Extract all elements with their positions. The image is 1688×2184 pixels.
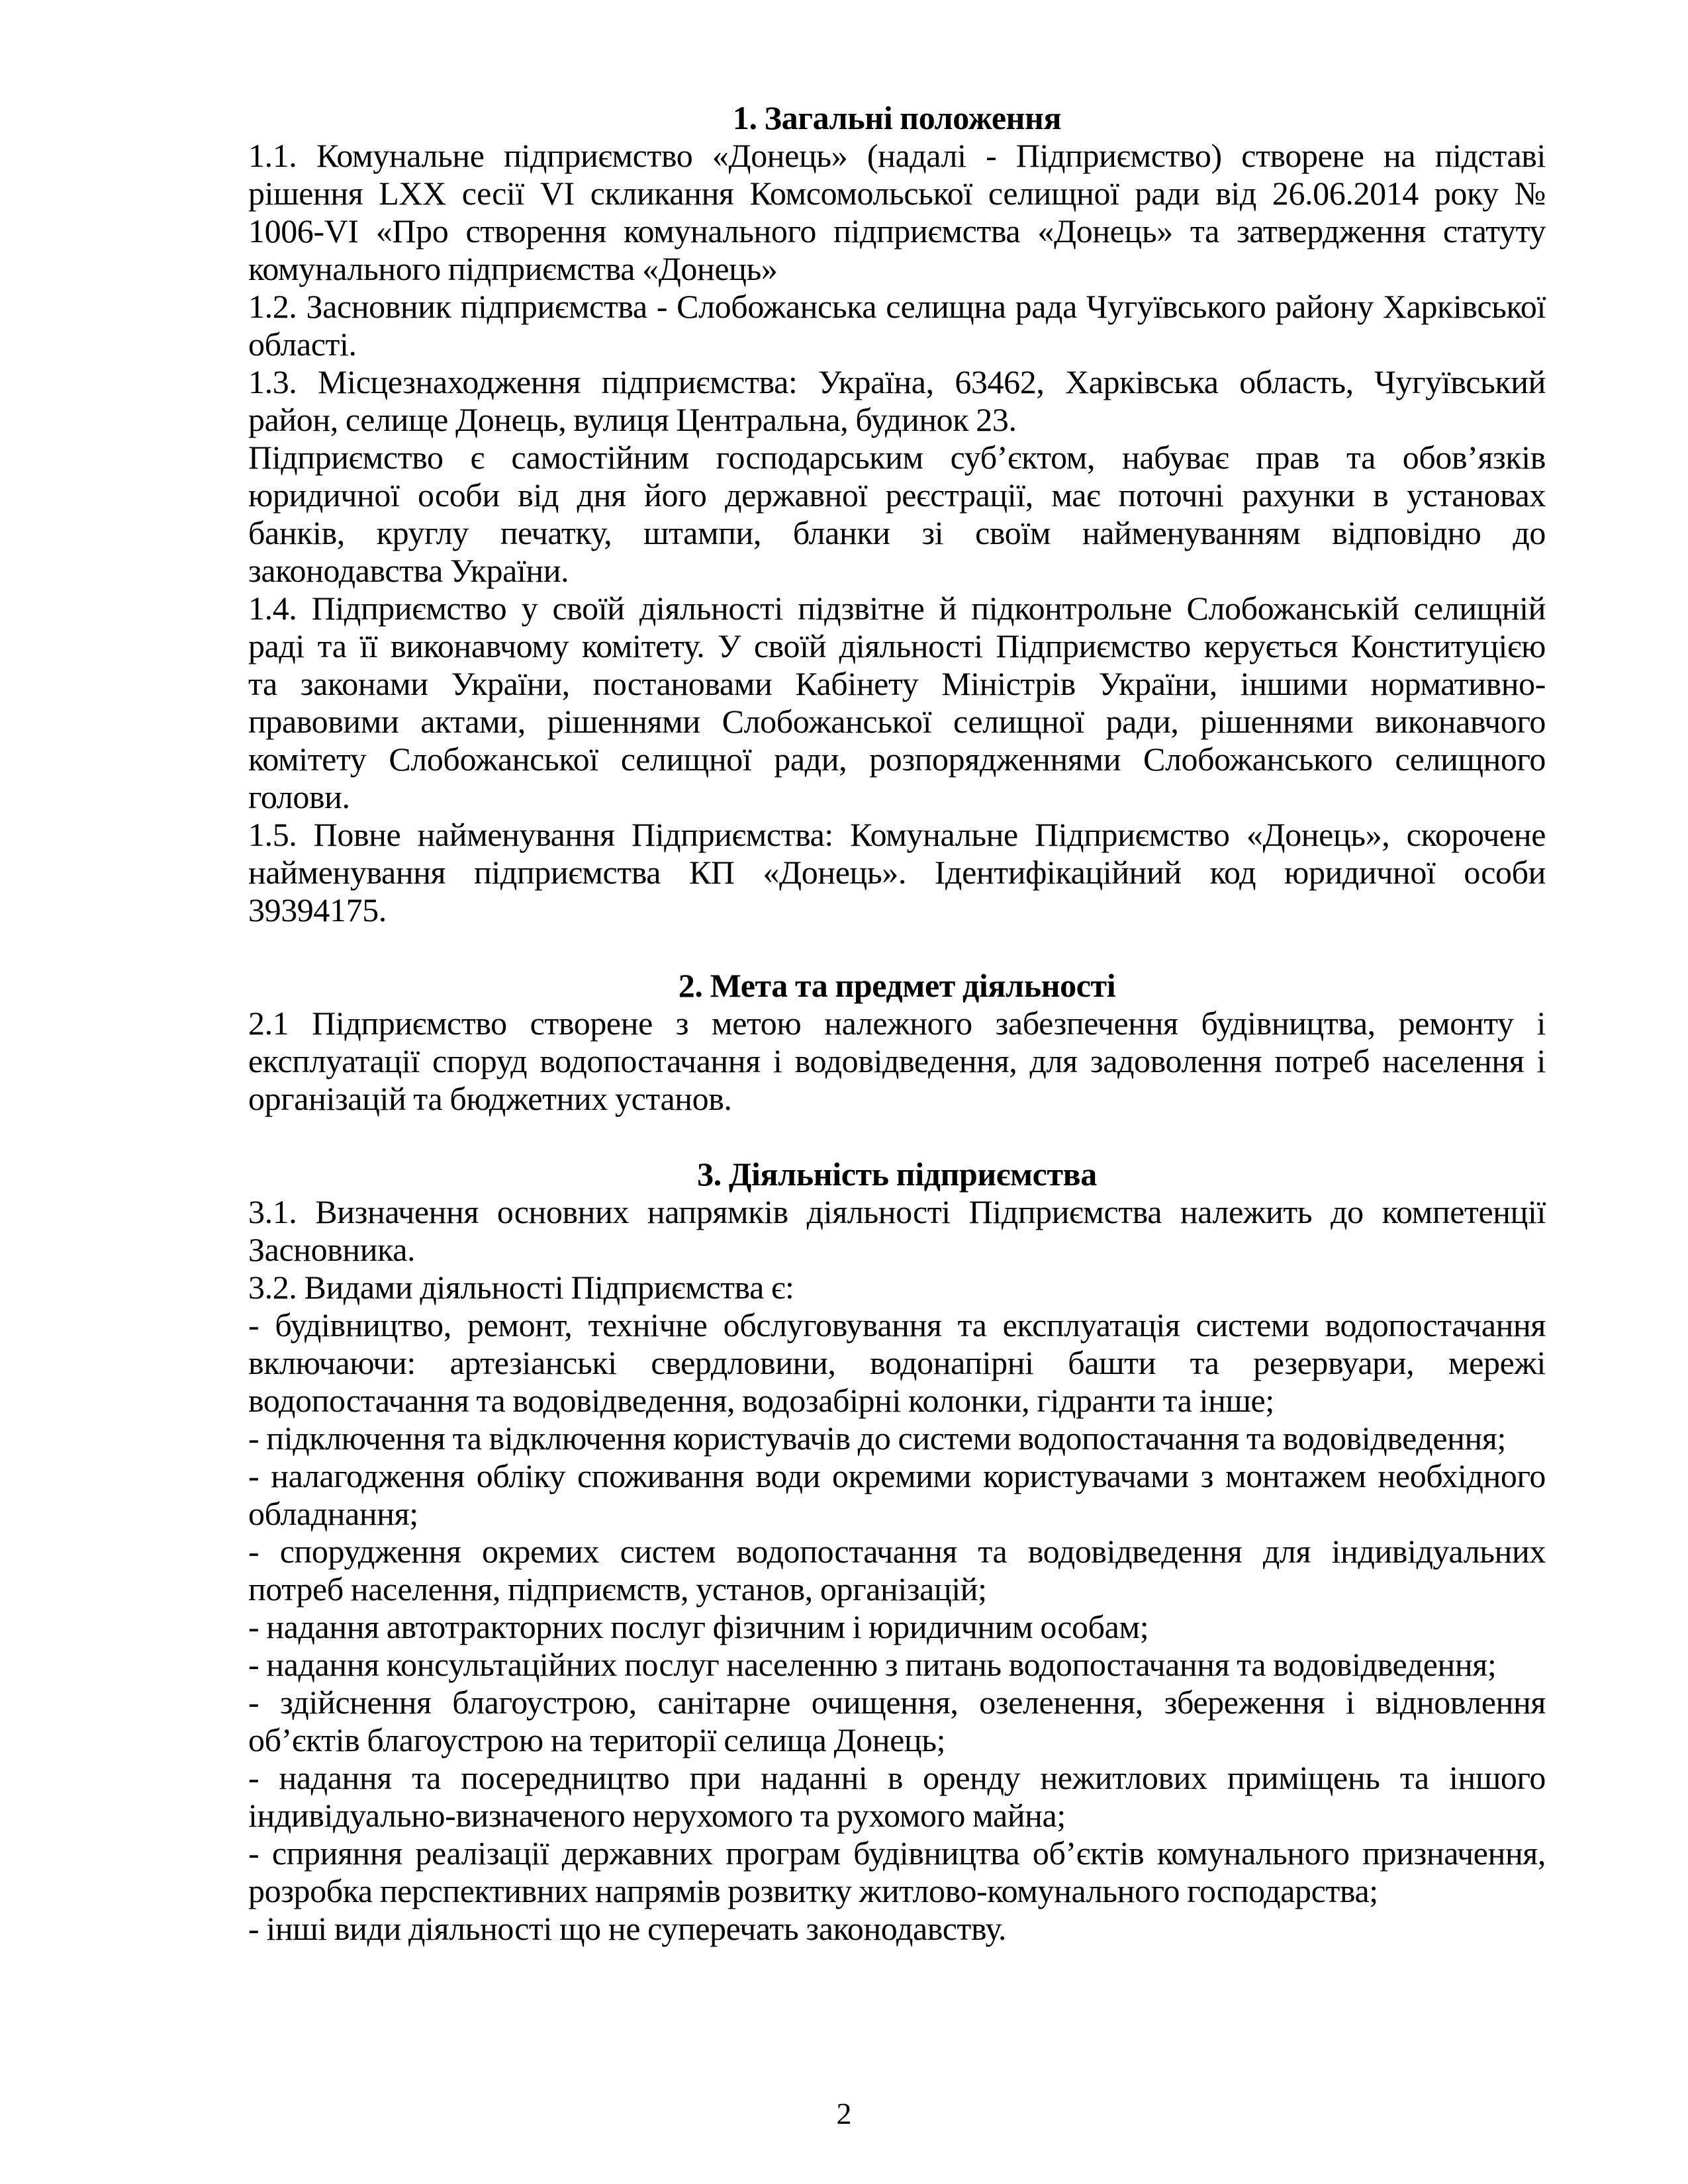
text-line: водопостачання та водовідведення, водозабірні колонки, гідранти та інше;	[248, 1382, 1274, 1419]
paragraph	[248, 1759, 1546, 1835]
text-line: - надання автотракторних послуг фізичним і юридичним особам;	[248, 1608, 1149, 1645]
text-line: банків, круглу печатку, штампи, бланки зі своїм найменуванням відповідно до	[248, 514, 1546, 551]
text-line: 3.1. Визначення основних напрямків діяльності Підприємства належить до компетенції	[248, 1193, 1546, 1230]
text-line: найменування підприємства КП «Донець». Ідентифікаційний код юридичної особи	[248, 854, 1546, 891]
text-line: район, селище Донець, вулиця Центральна, будинок 23.	[248, 401, 1017, 438]
text-line: організацій та бюджетних установ.	[248, 1080, 732, 1117]
text-line: розробка перспективних напрямів розвитку житлово-комунального господарства;	[248, 1872, 1378, 1909]
text-line: - будівництво, ремонт, технічне обслуговування та експлуатація системи водопостачання	[248, 1306, 1546, 1343]
paragraph	[248, 1684, 1546, 1759]
paragraph	[248, 816, 1546, 929]
section-heading: 2. Мета та предмет діяльності	[678, 967, 1116, 1004]
text-line: Засновника.	[248, 1231, 416, 1268]
paragraph	[248, 1835, 1546, 1910]
section-spacer	[248, 929, 1546, 967]
text-line: 1.5. Повне найменування Підприємства: Комунальне Підприємство «Донець», скорочене	[248, 816, 1546, 853]
text-line: та законами України, постановами Кабінету Міністрів України, іншими нормативно-	[248, 665, 1546, 702]
paragraph	[248, 1269, 1546, 1306]
text-line: потреб населення, підприємств, установ, організацій;	[248, 1570, 987, 1608]
text-line: раді та її виконавчому комітету. У своїй діяльності Підприємство керується Конституцією	[248, 627, 1546, 664]
paragraph	[248, 1608, 1546, 1646]
paragraph	[248, 363, 1546, 439]
paragraph	[248, 288, 1546, 363]
text-line: 39394175.	[248, 891, 387, 929]
text-line: голови.	[248, 778, 350, 815]
paragraph	[248, 1005, 1546, 1118]
text-line: індивідуально-визначеного нерухомого та рухомого майна;	[248, 1797, 1066, 1834]
text-line: - сприяння реалізації державних програм будівництва об’єктів комунального призначення,	[248, 1835, 1546, 1872]
text-line: - надання та посередництво при наданні в оренду нежитлових приміщень та іншого	[248, 1759, 1546, 1796]
text-line: 1.2. Засновник підприємства - Слобожанська селищна рада Чугуївського району Харківської	[248, 288, 1546, 325]
page-number: 2	[836, 2097, 852, 2130]
paragraph	[248, 439, 1546, 590]
text-line: комунального підприємства «Донець»	[248, 250, 778, 287]
section-spacer	[248, 1118, 1546, 1156]
text-line: законодавства України.	[248, 552, 569, 589]
text-line: рішення LXX сесії VI скликання Комсомольської селищної ради від 26.06.2014 року №	[248, 175, 1546, 212]
text-line: комітету Слобожанської селищної ради, розпорядженнями Слобожанського селищного	[248, 741, 1546, 778]
text-line: - налагодження обліку споживання води окремими користувачами з монтажем необхідного	[248, 1457, 1546, 1494]
text-line: 1.3. Місцезнаходження підприємства: Україна, 63462, Харківська область, Чугуївський	[248, 363, 1546, 400]
text-line: - підключення та відключення користувачів до системи водопостачання та водовідведення;	[248, 1420, 1506, 1457]
document-body	[248, 99, 1546, 1948]
paragraph	[248, 1910, 1546, 1948]
paragraph	[248, 1193, 1546, 1269]
paragraph	[248, 590, 1546, 816]
text-line: обладнання;	[248, 1495, 418, 1532]
text-line: області.	[248, 326, 357, 363]
text-line: - надання консультаційних послуг населенню з питань водопостачання та водовідведення;	[248, 1646, 1497, 1683]
text-line: правовими актами, рішеннями Слобожанської селищної ради, рішеннями виконавчого	[248, 703, 1546, 740]
text-line: Підприємство є самостійним господарським суб’єктом, набуває прав та обов’язків	[248, 439, 1546, 476]
text-line: об’єктів благоустрою на території селища Донець;	[248, 1721, 946, 1758]
paragraph	[248, 1420, 1546, 1457]
text-line: 1.4. Підприємство у своїй діяльності підзвітне й підконтрольне Слобожанській селищній	[248, 590, 1546, 627]
text-line: - здійснення благоустрою, санітарне очищення, озеленення, збереження і відновлення	[248, 1684, 1546, 1721]
section-heading: 3. Діяльність підприємства	[697, 1156, 1097, 1193]
text-line: - спорудження окремих систем водопостачання та водовідведення для індивідуальних	[248, 1533, 1546, 1570]
text-line: експлуатації споруд водопостачання і водовідведення, для задоволення потреб населення і	[248, 1042, 1546, 1079]
paragraph	[248, 137, 1546, 288]
paragraph	[248, 1646, 1546, 1684]
paragraph	[248, 1306, 1546, 1420]
paragraph	[248, 1533, 1546, 1608]
paragraph	[248, 1457, 1546, 1533]
text-line: 3.2. Видами діяльності Підприємства є:	[248, 1269, 794, 1306]
text-line: юридичної особи від дня його державної реєстрації, має поточні рахунки в установах	[248, 477, 1546, 514]
text-line: включаючи: артезіанські свердловини, водонапірні башти та резервуари, мережі	[248, 1344, 1546, 1381]
text-line: 1.1. Комунальне підприємство «Донець» (надалі - Підприємство) створене на підставі	[248, 137, 1546, 174]
text-line: - інші види діяльності що не суперечать законодавству.	[248, 1910, 1007, 1947]
section-heading: 1. Загальні положення	[732, 99, 1062, 136]
text-line: 2.1 Підприємство створене з метою належного забезпечення будівництва, ремонту і	[248, 1005, 1546, 1042]
text-line: 1006-VI «Про створення комунального підприємства «Донець» та затвердження статуту	[248, 212, 1546, 250]
